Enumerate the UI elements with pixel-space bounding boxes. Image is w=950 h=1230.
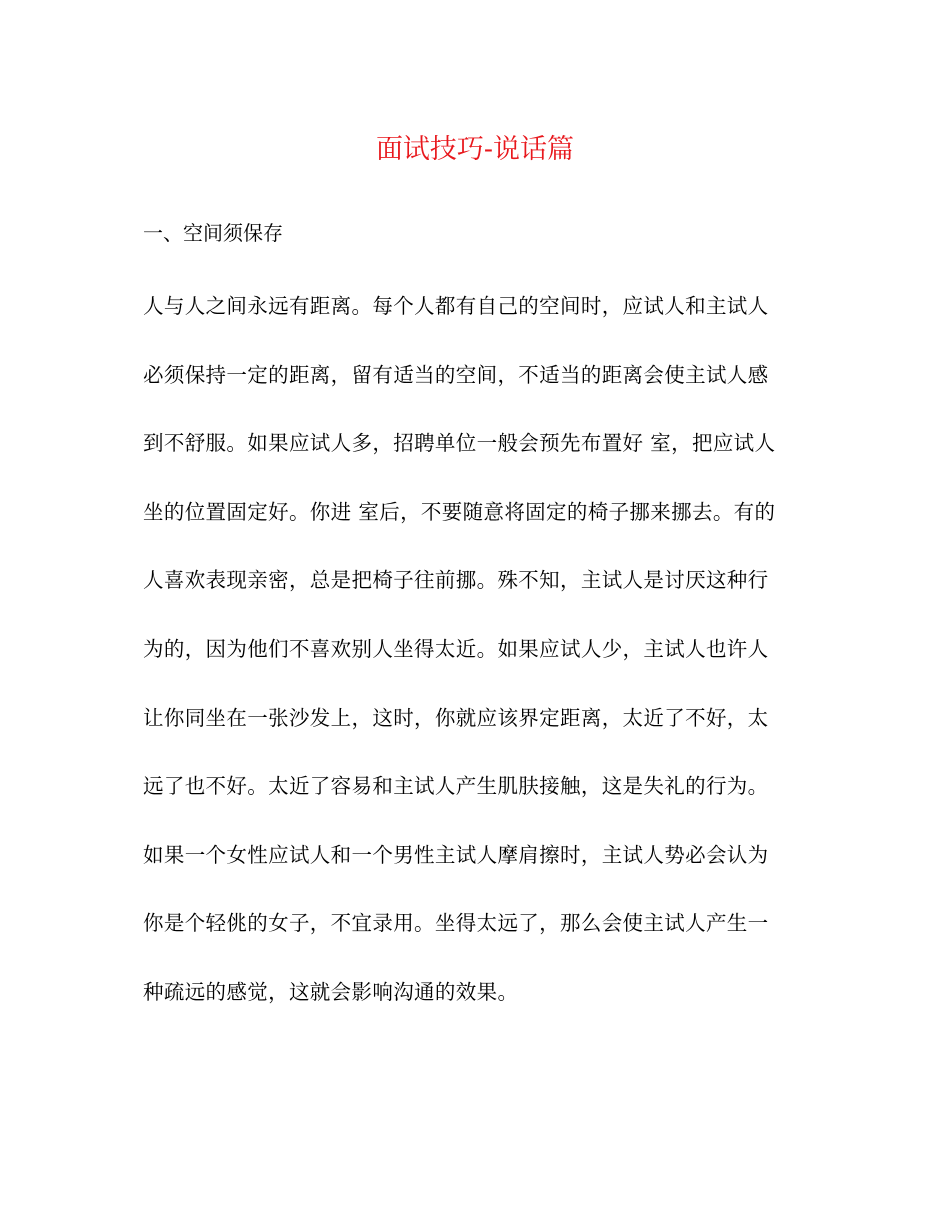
paragraph-line: 人喜欢表现亲密，总是把椅子往前挪。殊不知，主试人是讨厌这种行 xyxy=(143,568,769,593)
paragraph-line: 必须保持一定的距离，留有适当的空间，不适当的距离会使主试人感 xyxy=(143,362,769,387)
paragraph-line: 人与人之间永远有距离。每个人都有自己的空间时，应试人和主试人 xyxy=(143,294,769,318)
paragraph-line: 种疏远的感觉，这就会影响沟通的效果。 xyxy=(143,979,519,1004)
paragraph-line: 坐的位置固定好。你进 室后，不要随意将固定的椅子挪来挪去。有的 xyxy=(143,499,776,524)
paragraph-line: 到不舒服。如果应试人多，招聘单位一般会预先布置好 室，把应试人 xyxy=(143,431,776,456)
paragraph-line: 你是个轻佻的女子，不宜录用。坐得太远了，那么会使主试人产生一 xyxy=(143,911,769,936)
paragraph-line: 如果一个女性应试人和一个男性主试人摩肩擦时，主试人势必会认为 xyxy=(143,842,769,867)
section-heading: 一、空间须保存 xyxy=(143,221,283,245)
document-title: 面试技巧-说话篇 xyxy=(375,134,575,165)
body-paragraph xyxy=(143,284,808,1039)
paragraph-line: 远了也不好。太近了容易和主试人产生肌肤接触，这是失礼的行为。 xyxy=(143,774,769,799)
paragraph-line: 为的，因为他们不喜欢别人坐得太近。如果应试人少，主试人也许人 xyxy=(143,636,769,661)
paragraph-line: 让你同坐在一张沙发上，这时，你就应该界定距离，太近了不好，太 xyxy=(143,705,769,730)
